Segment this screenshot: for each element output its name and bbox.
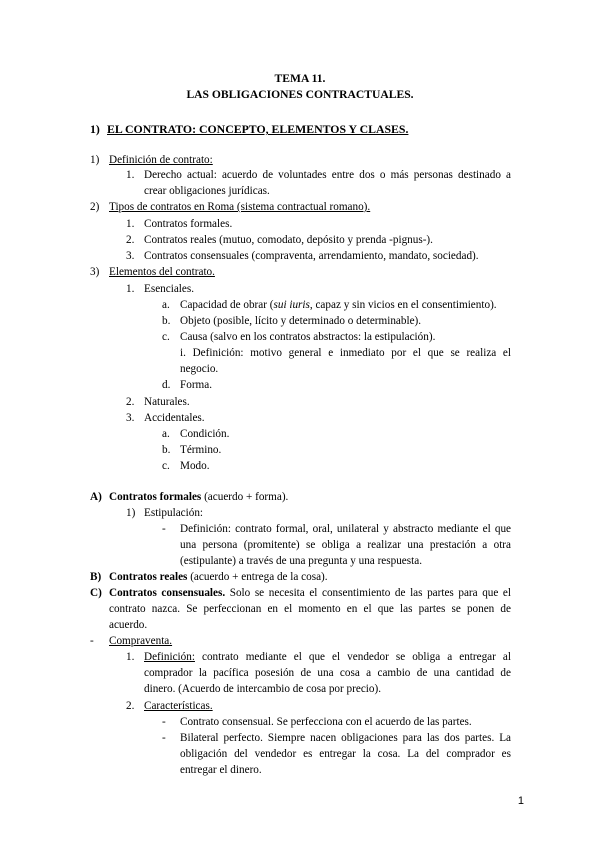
list-item-text: Causa (salvo en los contratos abstractos: la estipulación). <box>180 331 436 343</box>
list-item-text: Objeto (posible, lícito y determinado o determinable). <box>180 315 422 327</box>
list-item-text: i. Definición: motivo general e inmediato por el que se realiza el <box>180 347 511 359</box>
list-item-text: Contratos consensuales (compraventa, arrendamiento, mandato, sociedad). <box>144 250 479 262</box>
paragraph-text: acuerdo. <box>109 619 148 631</box>
dash-bullet: - <box>162 732 166 744</box>
list-number: 2. <box>126 234 135 246</box>
list-item-text: Término. <box>180 444 222 456</box>
section-letter: B) <box>90 571 102 583</box>
list-number: 1. <box>126 218 135 230</box>
list-number: 1) <box>126 507 136 519</box>
elements-heading: Elementos del contrato. <box>109 266 215 278</box>
page-number: 1 <box>517 795 524 807</box>
list-item-text: Accidentales. <box>144 412 205 424</box>
list-item-text: Contrato consensual. Se perfecciona con el acuerdo de las partes. <box>180 716 472 728</box>
list-letter: b. <box>162 315 171 327</box>
list-item-text: Definición: contrato mediante el que el vendedor se obliga a entregar al <box>144 651 511 663</box>
list-number: 1. <box>126 283 135 295</box>
dash-bullet: - <box>162 523 166 535</box>
definition-heading: Definición de contrato: <box>109 154 213 166</box>
list-item-text: Condición. <box>180 428 230 440</box>
section-heading: EL CONTRATO: CONCEPTO, ELEMENTOS Y CLASES. <box>107 122 409 136</box>
section-heading: Contratos reales (acuerdo + entrega de la cosa). <box>109 571 328 583</box>
list-item-text: Forma. <box>180 379 213 391</box>
list-letter: d. <box>162 379 171 391</box>
list-number: 3. <box>126 412 135 424</box>
list-item-text: Definición: contrato formal, oral, unilateral y abstracto mediante el que <box>180 523 511 535</box>
list-number: 1. <box>126 651 135 663</box>
list-item-text: (estipulante) a través de una pregunta y una respuesta. <box>180 555 422 567</box>
section-heading: Contratos consensuales. Solo se necesita el consentimiento de las partes para que el <box>109 587 511 599</box>
list-item-text: Esenciales. <box>144 283 195 295</box>
section-number: 1) <box>90 122 100 136</box>
list-item-text: Bilateral perfecto. Siempre nacen obligaciones para las dos partes. La <box>180 732 511 744</box>
list-item-text: Contratos reales (mutuo, comodato, depósito y prenda -pignus-). <box>144 234 433 246</box>
list-letter: c. <box>162 460 170 472</box>
dash-bullet: - <box>90 635 94 647</box>
list-number: 2) <box>90 201 100 213</box>
list-item-text: Capacidad de obrar (sui iuris, capaz y sin vicios en el consentimiento). <box>180 299 497 311</box>
list-number: 3) <box>90 266 100 278</box>
list-letter: a. <box>162 299 170 311</box>
list-item-text: dinero. (Acuerdo de intercambio de cosa por precio). <box>144 683 382 695</box>
list-item-text: Características. <box>144 700 213 712</box>
list-item-text: comprador la pacífica posesión de una cosa a cambio de una cantidad de <box>144 667 511 679</box>
list-item-text: Modo. <box>180 460 210 472</box>
list-item-text: una persona (promitente) se obliga a realizar una prestación a otra <box>180 539 511 551</box>
paragraph-text: contrato nazca. Se perfeccionan en el momento en el que las partes se ponen de <box>109 603 511 615</box>
list-number: 1) <box>90 154 100 166</box>
dash-bullet: - <box>162 716 166 728</box>
section-letter: C) <box>90 587 102 599</box>
list-item-text: Contratos formales. <box>144 218 233 230</box>
list-item-text: negocio. <box>180 363 219 375</box>
list-letter: b. <box>162 444 171 456</box>
list-letter: a. <box>162 428 170 440</box>
page-subtitle: LAS OBLIGACIONES CONTRACTUALES. <box>186 88 414 101</box>
list-letter: c. <box>162 331 170 343</box>
list-number: 1. <box>126 169 135 181</box>
section-heading: Contratos formales (acuerdo + forma). <box>109 491 289 503</box>
list-number: 2. <box>126 396 135 408</box>
list-item-text: Estipulación: <box>144 507 204 519</box>
list-item-text: obligación del vendedor es entregar la cosa. La del comprador es <box>180 748 511 760</box>
page-title: TEMA 11. <box>274 72 326 85</box>
list-number: 2. <box>126 700 135 712</box>
list-item-text: entregar el dinero. <box>180 764 262 776</box>
section-letter: A) <box>90 491 102 503</box>
list-number: 3. <box>126 250 135 262</box>
compraventa-heading: Compraventa. <box>109 635 173 647</box>
list-item-text: Derecho actual: acuerdo de voluntades entre dos o más personas destinado a <box>144 169 511 181</box>
list-item-text: Naturales. <box>144 396 190 408</box>
list-item-text: crear obligaciones jurídicas. <box>144 185 270 197</box>
types-heading: Tipos de contratos en Roma (sistema contractual romano). <box>109 201 371 213</box>
